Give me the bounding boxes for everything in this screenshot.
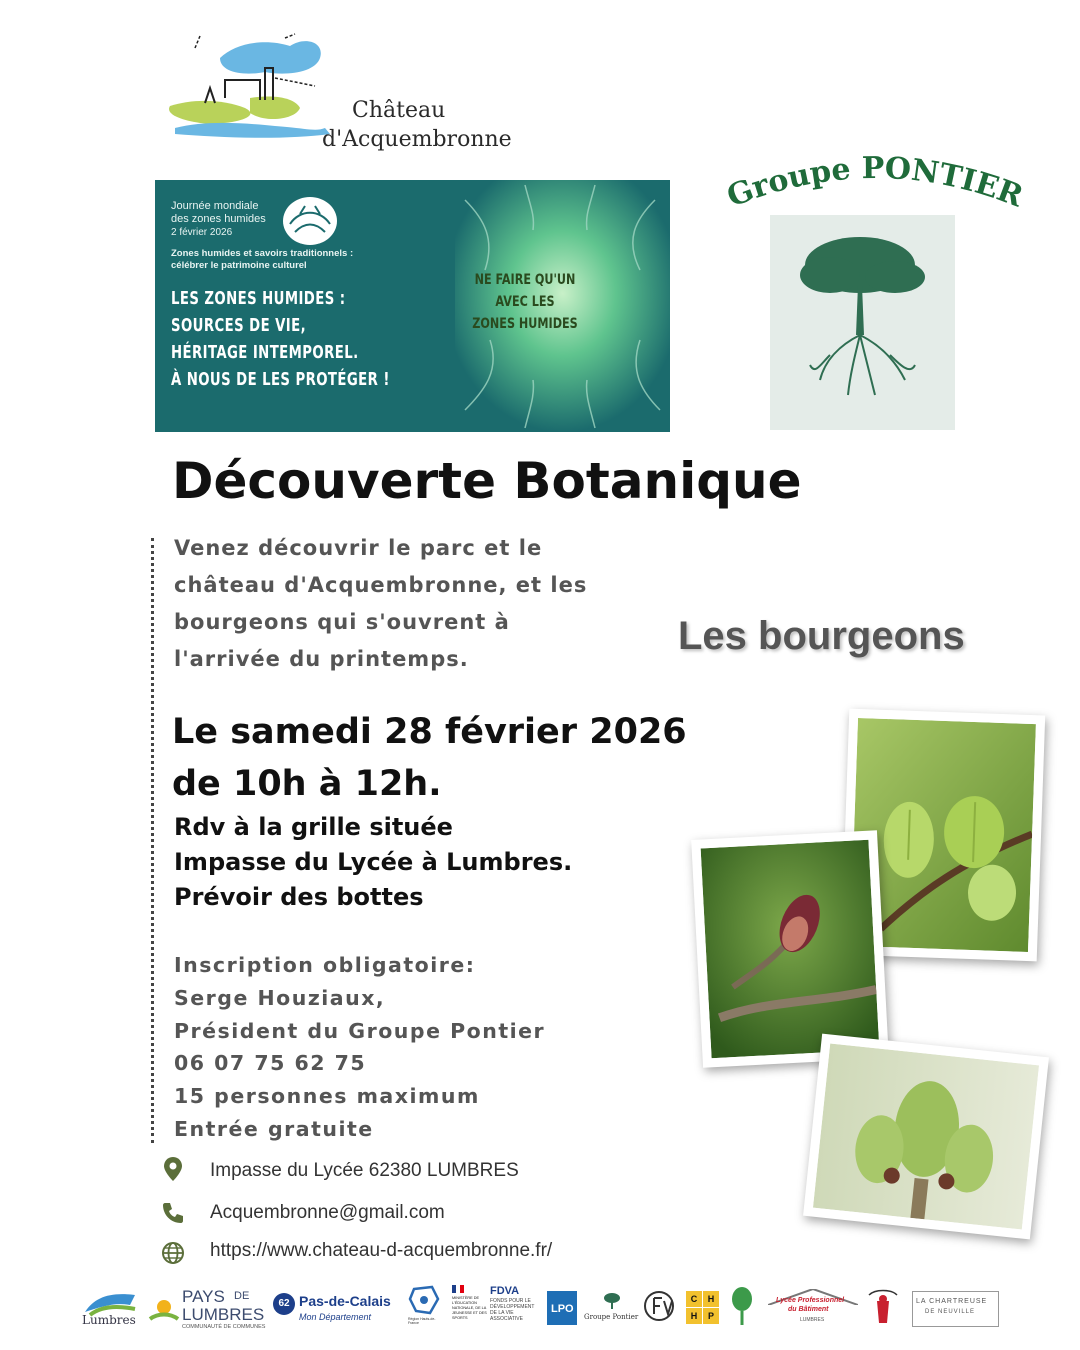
banner-date: 2 février 2026: [171, 227, 233, 238]
pontier-title-text: Groupe PONTIER: [722, 150, 1028, 215]
pontier-tree-logo: [770, 215, 955, 430]
cfva-emblem-icon: [642, 1289, 676, 1323]
sun-icon: [148, 1293, 180, 1323]
hauts-de-france-logo: [408, 1285, 444, 1333]
green-emblem-logo: [730, 1285, 754, 1329]
fdva-logo: [490, 1285, 545, 1333]
intro-line: Venez découvrir le parc et le: [174, 536, 543, 560]
lumbres-logo: [80, 1287, 140, 1331]
admission-price: Entrée gratuite: [174, 1117, 374, 1141]
boots-note: Prévoir des bottes: [174, 883, 424, 911]
banner-slogan4: À NOUS DE LES PROTÉGER !: [171, 369, 390, 390]
banner-circle-line2: AVEC LES: [495, 294, 555, 310]
lycee-town: LUMBRES: [800, 1317, 825, 1323]
chartreuse-neuville-logo: [912, 1291, 999, 1327]
banner-slogan1: LES ZONES HUMIDES :: [171, 288, 346, 309]
globe-icon: [160, 1240, 186, 1266]
banner-line1: Journée mondiale: [171, 200, 259, 212]
map-pin-icon: [160, 1156, 186, 1182]
contact-phone: 06 07 75 62 75: [174, 1051, 367, 1075]
email-link[interactable]: Acquembronne@gmail.com: [210, 1202, 445, 1223]
chhp-cell: C: [686, 1291, 702, 1307]
pdc-name: Pas-de-Calais: [299, 1293, 391, 1309]
small-tree-icon: [602, 1291, 622, 1311]
event-time: de 10h à 12h.: [172, 764, 442, 804]
hdf-caption: Région Hauts-de-France: [408, 1317, 436, 1325]
meeting-point-line1: Rdv à la grille située: [174, 813, 453, 841]
green-leaf-icon: [730, 1285, 754, 1329]
cfva-logo: [642, 1289, 676, 1323]
red-figure-icon: [865, 1287, 901, 1327]
wetlands-banner: [155, 180, 670, 432]
banner-theme2: célébrer le patrimoine culturel: [171, 260, 307, 271]
pays-text-de: DE: [234, 1290, 250, 1302]
lpo-logo: [547, 1291, 577, 1325]
ministere-logo: [452, 1285, 490, 1333]
phone-icon: [160, 1200, 186, 1226]
banner-slogan2: SOURCES DE VIE,: [171, 315, 307, 336]
partner-logos: [80, 1283, 1000, 1343]
chateau-logo-line2: d'Acquembronne: [322, 127, 512, 152]
intro-line: château d'Acquembronne, et les: [174, 573, 588, 597]
capacity: 15 personnes maximum: [174, 1084, 480, 1108]
pays-subtitle: COMMUNAUTÉ DE COMMUNES: [182, 1324, 266, 1330]
banner-circle-line3: ZONES HUMIDES: [472, 316, 578, 332]
meeting-point-line2: Impasse du Lycée à Lumbres.: [174, 848, 573, 876]
bud-photo-3: [803, 1034, 1049, 1240]
chhp-cell: H: [686, 1308, 702, 1324]
event-intro: [174, 530, 674, 678]
bud-photo-2: [691, 830, 889, 1067]
groupe-pontier-small-logo: [584, 1291, 640, 1331]
event-date: Le samedi 28 février 2026: [172, 712, 687, 752]
pdc-number-badge: 62: [273, 1293, 295, 1315]
banner-circle-line1: NE FAIRE QU'UN: [474, 272, 576, 288]
chartreuse-name-2: DE NEUVILLE: [925, 1309, 976, 1315]
lycee-name-1: Lycée Professionnel: [776, 1297, 845, 1304]
fdva-title: FDVA: [490, 1285, 520, 1297]
pays-text-1: PAYS: [182, 1287, 225, 1306]
pdc-subtitle: Mon Département: [299, 1312, 372, 1322]
groupe-pontier-small-text: Groupe Pontier: [584, 1313, 639, 1321]
pays-text-2: LUMBRES: [182, 1305, 265, 1324]
chartreuse-name-1: LA CHARTREUSE: [916, 1298, 988, 1305]
contact-name: Serge Houziaux,: [174, 986, 386, 1010]
contact-role: Président du Groupe Pontier: [174, 1019, 546, 1043]
pays-de-lumbres-logo: [148, 1287, 268, 1335]
registration-required: Inscription obligatoire:: [174, 953, 476, 977]
fdva-subtitle: FONDS POUR LE DÉVELOPPEMENT DE LA VIE ASSOCIATIVE: [490, 1298, 535, 1322]
lycee-batiment-logo: [768, 1289, 858, 1329]
theme-label: Les bourgeons: [678, 614, 965, 658]
address-text: Impasse du Lycée 62380 LUMBRES: [210, 1160, 519, 1181]
red-emblem-logo: [865, 1287, 901, 1327]
svg-text:Groupe PONTIER: [722, 151, 1028, 215]
lycee-name-2: du Bâtiment: [788, 1306, 829, 1313]
banner-line2: des zones humides: [171, 213, 266, 225]
intro-line: l'arrivée du printemps.: [174, 647, 469, 671]
banner-slogan3: HÉRITAGE INTEMPOREL.: [171, 342, 359, 363]
ministere-text: MINISTÈRE DE L'ÉDUCATION NATIONALE, DE LA JEUNESSE ET DES SPORTS: [452, 1296, 487, 1320]
intro-line: bourgeons qui s'ouvrent à: [174, 610, 510, 634]
chateau-logo-line1: Château: [352, 98, 446, 123]
wetlands-emblem-icon: [280, 194, 340, 249]
website-link[interactable]: https://www.chateau-d-acquembronne.fr/: [210, 1240, 553, 1261]
event-title: Découverte Botanique: [172, 452, 802, 510]
banner-theme1: Zones humides et savoirs traditionnels :: [171, 248, 354, 259]
chhp-cell: H: [703, 1291, 719, 1307]
lumbres-logo-text: Lumbres: [82, 1313, 136, 1327]
chhp-cell: P: [703, 1308, 719, 1324]
lpo-text: LPO: [551, 1303, 574, 1315]
dotted-divider: [151, 538, 154, 1143]
pas-de-calais-logo: [273, 1291, 401, 1331]
chhp-logo: [686, 1291, 720, 1325]
